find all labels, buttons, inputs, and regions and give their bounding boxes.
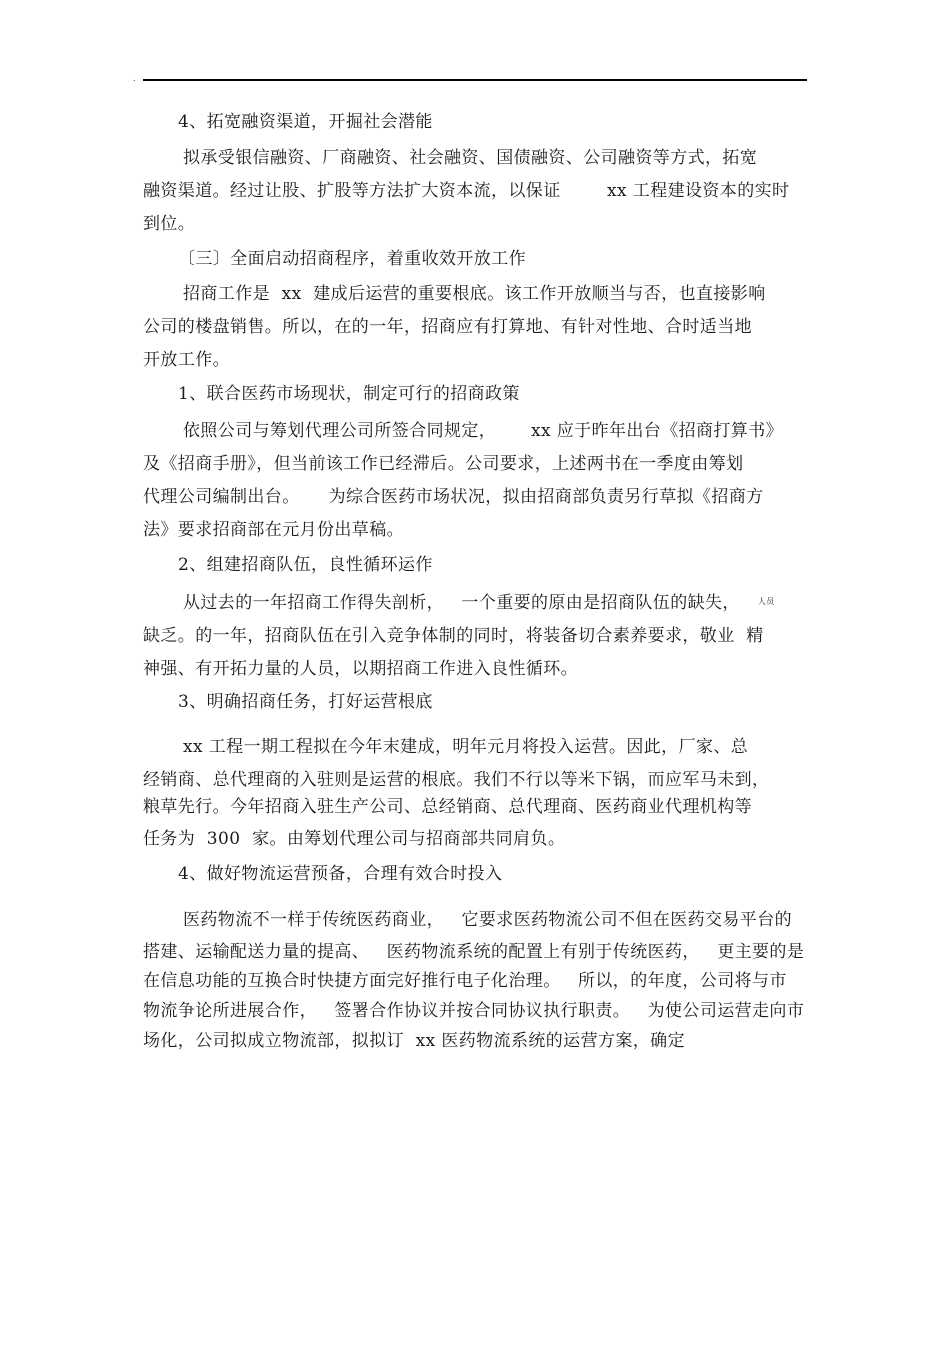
paragraph-line: 缺乏。的一年，招商队伍在引入竞争体制的同时，将装备切合素养要求，敬业 精 (143, 626, 764, 646)
paragraph-line: 经销商、总代理商的入驻则是运营的根底。我们不行以等米下锅，而应军马未到， (143, 770, 770, 790)
section-heading-investment: 〔三〕全面启动招商程序，着重收效开放工作 (178, 249, 526, 269)
paragraph-line: 搭建、运输配送力量的提高、 医药物流系统的配置上有别于传统医药， 更主要的是 (143, 942, 805, 962)
paragraph-line: 神强、有开拓力量的人员，以期招商工作进入良性循环。 (143, 659, 578, 679)
paragraph-line: 公司的楼盘销售。所以，在的一年，招商应有打算地、有针对性地、合时适当地 (143, 317, 752, 337)
heading-financing-channels: 4、拓宽融资渠道，开掘社会潜能 (178, 112, 433, 132)
paragraph-line: 代理公司编制出台。 为综合医药市场状况，拟由招商部负责另行草拟《招商方 (143, 487, 764, 507)
paragraph-line: xx 工程一期工程拟在今年末建成，明年元月将投入运营。因此，厂家、总 (183, 737, 749, 757)
small-note: 人员 (757, 597, 775, 606)
paragraph-line: 物流争论所进展合作， 签署合作协议并按合同协议执行职责。 为使公司运营走向市 (143, 1001, 805, 1021)
header-mark: . (133, 74, 136, 83)
paragraph-line: 招商工作是 xx 建成后运营的重要根底。该工作开放顺当与否，也直接影响 (183, 284, 766, 304)
paragraph-line: 在信息功能的互换合时快捷方面完好推行电子化治理。 所以，的年度，公司将与市 (143, 971, 787, 991)
paragraph-line: 任务为 300 家。由筹划代理公司与招商部共同肩负。 (143, 829, 566, 849)
paragraph-line (183, 593, 775, 616)
paragraph-line: 及《招商手册》，但当前该工作已经滞后。公司要求，上述两书在一季度由筹划 (143, 454, 744, 474)
paragraph-line: 到位。 (143, 214, 196, 234)
paragraph-line: 场化，公司拟成立物流部，拟拟订 xx 医药物流系统的运营方案，确定 (143, 1031, 685, 1051)
header-rule (143, 79, 807, 81)
paragraph-line: 医药物流不一样于传统医药商业， 它要求医药物流公司不但在医药交易平台的 (183, 910, 793, 930)
paragraph-line: 融资渠道。经过让股、扩股等方法扩大资本流，以保证 xx 工程建设资本的实时 (143, 181, 790, 201)
paragraph-line: 粮草先行。今年招商入驻生产公司、总经销商、总代理商、医药商业代理机构等 (143, 797, 752, 817)
paragraph-line: 开放工作。 (143, 350, 230, 370)
paragraph-line: 依照公司与筹划代理公司所签合同规定， xx 应于昨年出台《招商打算书》 (183, 421, 783, 441)
heading-policy: 1、联合医药市场现状，制定可行的招商政策 (178, 384, 520, 404)
heading-team: 2、组建招商队伍，良性循环运作 (178, 555, 433, 575)
heading-logistics: 4、做好物流运营预备，合理有效合时投入 (178, 864, 503, 884)
heading-tasks: 3、明确招商任务，打好运营根底 (178, 692, 433, 712)
paragraph-line: 拟承受银信融资、厂商融资、社会融资、国债融资、公司融资等方式，拓宽 (183, 148, 758, 168)
paragraph-line: 法》要求招商部在元月份出草稿。 (143, 520, 404, 540)
paragraph-line-text: 从过去的一年招商工作得失剖析， 一个重要的原由是招商队伍的缺失， (183, 593, 740, 613)
